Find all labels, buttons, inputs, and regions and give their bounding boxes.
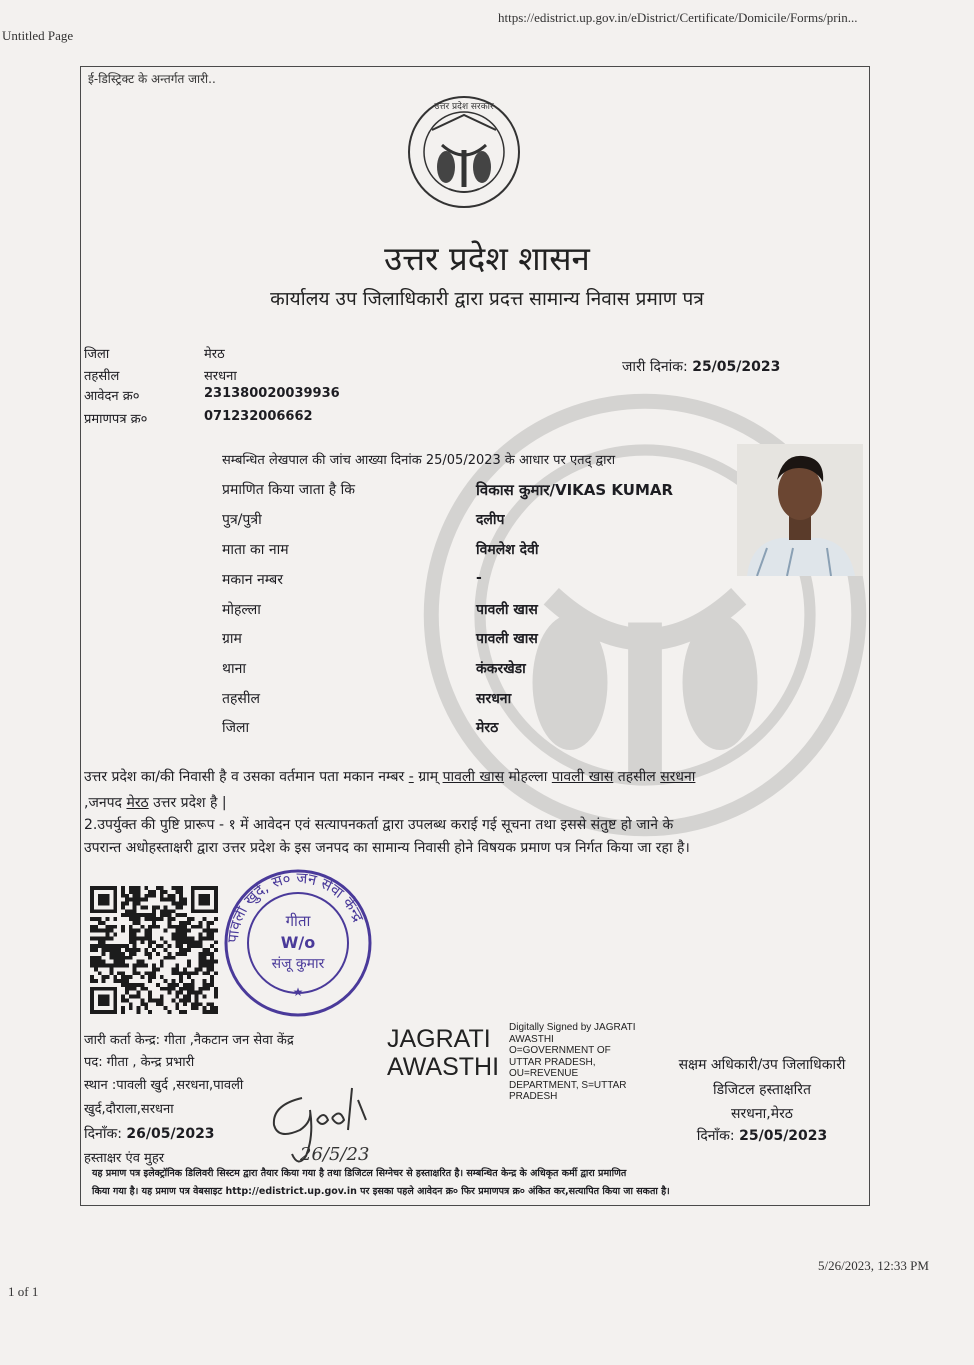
svg-text:★: ★: [292, 985, 304, 999]
para-tehsil: सरधना: [660, 769, 696, 785]
footer-line-2: किया गया है। यह प्रमाण पत्र वेबसाइट http://edistrict.up.gov.in पर इसका पहले आवेदन क्र० फिर प्रमाणपत्र क्र० अंकित कर,सत्यापित किया जा सकता है।: [92, 1186, 670, 1197]
son-daughter-value: दलीप: [476, 512, 505, 528]
issuer-date-value: 26/05/2023: [126, 1126, 215, 1142]
issuer-sign-label: हस्ताक्षर एंव मुहर: [84, 1151, 165, 1166]
para-village: पावली खास: [442, 769, 505, 785]
certified-label: प्रमाणित किया जाता है कि: [222, 482, 356, 498]
issue-date-value: 25/05/2023: [692, 359, 781, 375]
officer-title: सक्षम अधिकारी/उप जिलाधिकारी: [678, 1057, 846, 1073]
mohalla-label: मोहल्ला: [222, 602, 261, 618]
meta-tehsil-label: तहसील: [84, 369, 120, 384]
mother-label: माता का नाम: [222, 542, 289, 558]
officer-place: सरधना,मेरठ: [731, 1106, 793, 1122]
stamp-outer-text: पावली खुर्द, स० जन सेवा केन्द्र: [223, 868, 368, 944]
officer-date-label: दिनाँक:: [696, 1128, 735, 1144]
para-text: ग्राम्: [413, 769, 443, 785]
village-value: पावली खास: [476, 631, 538, 647]
para-mohalla: पावली खास: [551, 769, 614, 785]
issue-date-label: जारी दिनांक:: [622, 359, 688, 375]
meta-district-value: मेरठ: [204, 347, 225, 362]
handwritten-signature: [262, 1070, 412, 1170]
mohalla-value: पावली खास: [476, 602, 538, 618]
issuer-date-label: दिनाँक:: [84, 1126, 122, 1142]
officer-digital-sign: डिजिटल हस्ताक्षरित: [713, 1082, 811, 1098]
para-district: मेरठ: [126, 795, 149, 811]
para-text: ,जनपद: [84, 795, 127, 811]
paragraph-line-3: 2.उपर्युक्त की पुष्टि प्रारूप - १ में आवेदन एवं सत्यापनकर्ता द्वारा उपलब्ध कराई गई सूचना तथा इससे संतुष्ट हो जाने के: [84, 817, 674, 833]
meta-application-no-value: 231380020039936: [204, 386, 340, 401]
son-daughter-label: पुत्र/पुत्री: [222, 512, 262, 528]
emblem-text: उत्तर प्रदेश सरकार: [434, 102, 494, 112]
village-label: ग्राम: [222, 631, 242, 647]
issuer-centre: जारी कर्ता केन्द्र: गीता ,नैकटान जन सेवा केंद्र: [84, 1033, 294, 1048]
issued-under-text: ई-डिस्ट्रिक्ट के अन्तर्गत जारी..: [88, 72, 216, 86]
applicant-name: विकास कुमार/VIKAS KUMAR: [476, 481, 674, 499]
stamp-line-3: संजू कुमार: [271, 956, 325, 972]
issuer-place-1: स्थान :पावली खुर्द ,सरधना,पावली: [84, 1078, 244, 1093]
issuer-date: [84, 1124, 215, 1143]
paragraph-line-4: उपरान्त अधोहस्ताक्षरी द्वारा उत्तर प्रदेश के इस जनपद का सामान्य निवासी होने विषयक प्रमाण पत्र निर्गत किया जा रहा है।: [84, 840, 690, 856]
digital-signature-details: Digitally Signed by JAGRATI AWASTHI O=GOVERNMENT OF UTTAR PRADESH, OU=REVENUE DEPARTMENT, S=UTTAR PRADESH: [509, 1022, 636, 1102]
applicant-photo: [737, 444, 863, 576]
issuer-place-2: खुर्द,दौराला,सरधना: [84, 1102, 174, 1117]
meta-certificate-no-value: 071232006662: [204, 409, 313, 424]
officer-date: [612, 1126, 912, 1145]
browser-page-title: Untitled Page: [2, 28, 74, 43]
tehsil-value: सरधना: [476, 691, 512, 707]
handwritten-date: 26/5/23: [300, 1144, 370, 1165]
csc-stamp: [222, 868, 374, 1018]
para-text: मोहल्ला: [504, 769, 552, 785]
para-text: तहसील: [613, 769, 661, 785]
meta-application-no-label: आवेदन क्र०: [84, 389, 140, 404]
district-value: मेरठ: [476, 720, 499, 736]
tehsil-label: तहसील: [222, 691, 260, 707]
meta-certificate-no-label: प्रमाणपत्र क्र०: [84, 412, 148, 427]
meta-tehsil-value: सरधना: [204, 369, 237, 384]
up-state-emblem-icon: [404, 95, 524, 210]
stamp-line-2: W/o: [280, 933, 316, 952]
police-station-label: थाना: [222, 661, 246, 677]
officer-date-value: 25/05/2023: [739, 1128, 828, 1144]
para-text: उत्तर प्रदेश है |: [148, 795, 227, 811]
issue-date: [622, 357, 780, 376]
police-station-value: कंकरखेडा: [476, 661, 526, 677]
house-value: -: [476, 570, 482, 586]
print-timestamp: 5/26/2023, 12:33 PM: [818, 1258, 929, 1273]
qr-code: [90, 884, 218, 1016]
footer-line-1: यह प्रमाण पत्र इलेक्ट्रॉनिक डिलिवरी सिस्टम द्वारा तैयार किया गया है तथा डिजिटल सिग्नेचर से हस्ताक्षरित है। सम्बन्धित केन्द्र के अधिकृत कर्मी द्वारा प्रमाणित: [92, 1168, 627, 1179]
digital-signer-name-2: AWASTHI: [387, 1053, 500, 1081]
mother-value: विमलेश देवी: [476, 542, 539, 558]
print-page-count: 1 of 1: [8, 1284, 39, 1299]
house-label: मकान नम्बर: [222, 572, 284, 588]
government-title: उत्तर प्रदेश शासन: [384, 239, 590, 278]
issuer-post: पद: गीता , केन्द्र प्रभारी: [84, 1055, 195, 1070]
paragraph-line-2: [84, 793, 227, 812]
paragraph-line-1: [84, 767, 695, 786]
para-house: -: [408, 769, 414, 785]
certificate-title: कार्यालय उप जिलाधिकारी द्वारा प्रदत्त सामान्य निवास प्रमाण पत्र: [270, 288, 704, 310]
meta-district-label: जिला: [84, 347, 110, 362]
district-label: जिला: [222, 720, 250, 736]
para-text: उत्तर प्रदेश का/की निवासी है व उसका वर्तमान पता मकान नम्बर: [84, 769, 409, 785]
details-intro: सम्बन्धित लेखपाल की जांच आख्या दिनांक 25/05/2023 के आधार पर एतद् द्वारा: [222, 453, 616, 468]
browser-page-url: https://edistrict.up.gov.in/eDistrict/Certificate/Domicile/Forms/prin...: [498, 10, 858, 25]
stamp-line-1: गीता: [285, 912, 311, 930]
digital-signer-name-1: JAGRATI: [387, 1025, 491, 1053]
